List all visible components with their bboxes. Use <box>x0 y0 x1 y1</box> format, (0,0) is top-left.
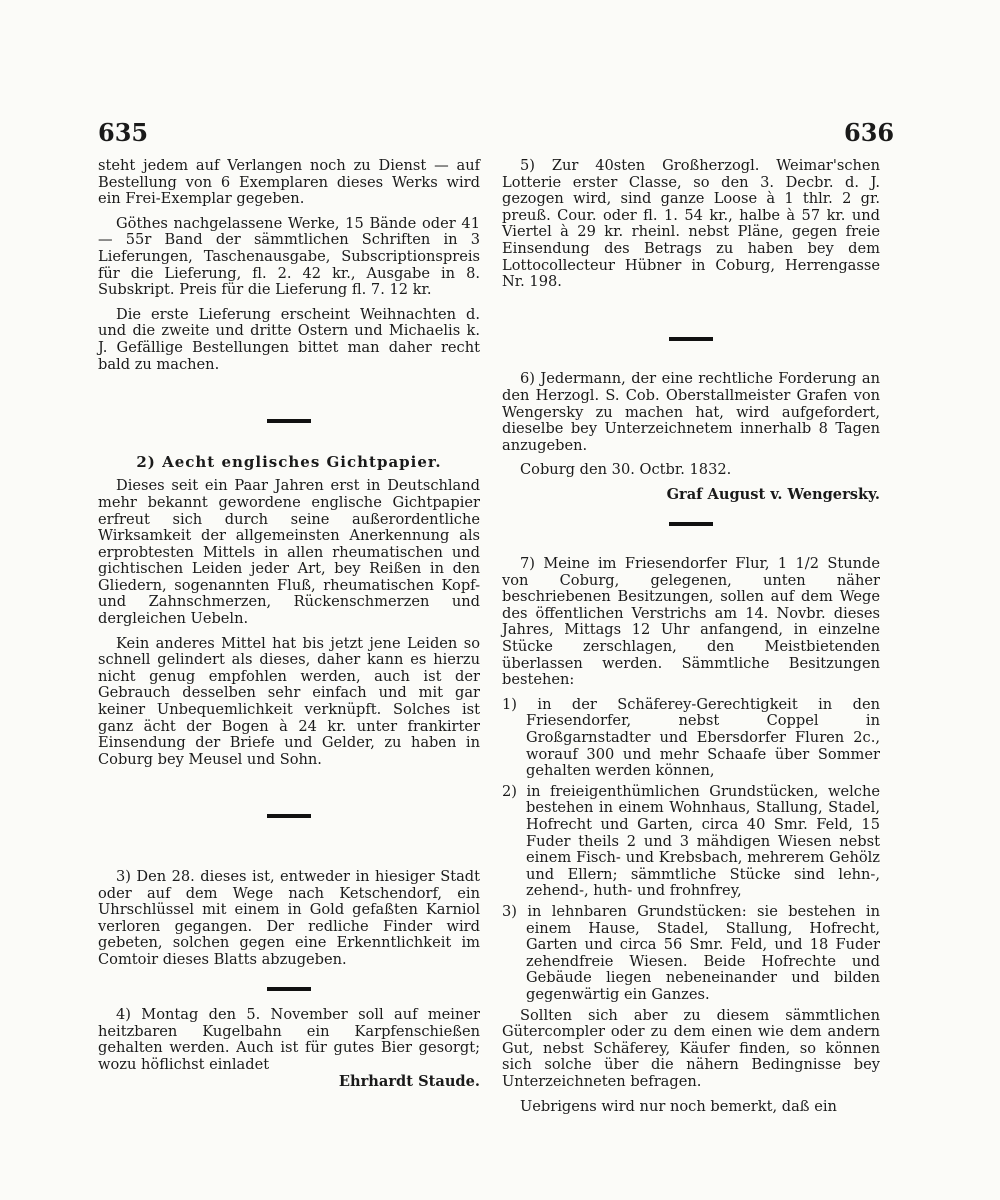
separator-rule <box>98 411 480 428</box>
ad7-paragraph-2: Sollten sich aber zu diesem sämmtlichen Gütercompler oder zu dem einen wie dem andern Gut, nebst Schäferey, Käufer finden, so können sich solche über die nähern Bedingnisse bey Unterzeichneten befragen. <box>502 1006 880 1090</box>
ad7-list-item: 2) in freieigenthümlichen Grundstücken, welche bestehen in einem Wohnhaus, Stallung, Stadel, Hofrecht und Garten, circa 40 Smr. Feld, 15 Fuder theils 2 und 3 mähdigen Wiesen nebst einem Fisch- und Krebsbach, mehrerem Gehölz und Ellern; sämmtliche Stücke sind lehn-, zehend-, huth- und frohnfrey, <box>502 782 880 900</box>
ad7-list-item: 3) in lehnbaren Grundstücken: sie bestehen in einem Hause, Stadel, Stallung, Hofrecht, Garten und circa 56 Smr. Feld, und 18 Fuder zehendfreie Wiesen. Beide Hofrechte und Gebäude liegen nebeneinander und bilden gegenwärtig ein Ganzes. <box>502 902 880 1003</box>
spacer <box>98 440 480 454</box>
intro-paragraph: steht jedem auf Verlangen noch zu Dienst — auf Bestellung von 6 Exemplaren dieses Werks wird ein Frei-Exemplar gegeben. <box>98 157 480 208</box>
delivery-paragraph: Die erste Lieferung erscheint Weihnachten d. und die zweite und dritte Ostern und Michaelis k. J. Gefällige Bestellungen bittet man daher recht bald zu machen. <box>98 305 480 373</box>
ad4-paragraph: 4) Montag den 5. November soll auf meiner heitzbaren Kugelbahn ein Karpfenschießen gehalten werden. Auch ist für gutes Bier gesorgt; wozu höflichst einladet <box>98 1006 480 1073</box>
ad7-list-item: 1) in der Schäferey-Gerechtigkeit in den Friesendorfer, nebst Coppel in Großgarnstadter und Ebersdorfer Fluren 2c., worauf 300 und mehr Schaafe über Sommer gehalten werden können, <box>502 695 880 780</box>
spacer <box>502 357 880 371</box>
spacer <box>98 381 480 401</box>
ad3-paragraph: 3) Den 28. dieses ist, entweder in hiesiger Stadt oder auf dem Wege nach Ketschendorf, ein Uhrschlüssel mit einem in Gold gefaßten Karniol verloren gegangen. Der redliche Finder wird gebeten, solchen gegen eine Erkenntlichkeit im Comtoir dieses Blatts abzugeben. <box>98 868 480 968</box>
spacer <box>502 542 880 556</box>
spacer <box>98 835 480 855</box>
ad2-title: 2) Aecht englisches Gichtpapier. <box>136 452 442 471</box>
separator-rule <box>98 979 480 996</box>
ad6-signature: Graf August v. Wengersky. <box>666 485 880 503</box>
ad2-paragraph-2: Kein anderes Mittel hat bis jetzt jene Leiden so schnell gelindert als dieses, daher kann es hierzu nicht genug empfohlen werden, auch ist der Gebrauch desselben sehr einfach und mit gar keiner Unbequemlichkeit verknüpft. Solches ist ganz ächt der Bogen à 24 kr. unter frankirter Einsendung der Briefe und Gelder, zu haben in Coburg bey Meusel und Sohn. <box>98 634 480 768</box>
page-number-right: 636 <box>844 118 895 147</box>
spacer <box>98 776 480 796</box>
spacer <box>502 299 880 319</box>
separator-rule <box>502 514 880 531</box>
ad6-paragraph: 6) Jedermann, der eine rechtliche Forderung an den Herzogl. S. Cob. Oberstallmeister Grafen von Wengersky zu machen hat, wird aufgefordert, dieselbe bey Unterzeichnetem innerhalb 8 Tagen anzugeben. <box>502 370 880 454</box>
ad5-paragraph: 5) Zur 40sten Großherzogl. Weimar'schen Lotterie erster Classe, so den 3. Decbr. d. J. gezogen wird, sind ganze Loose à 1 thlr. 2 gr. preuß. Cour. oder fl. 1. 54 kr., halbe à 57 kr. und Viertel à 29 kr. rheinl. nebst Pläne, gegen freie Einsendung des Betrags zu haben bey dem Lottocollecteur Hübner in Coburg, Herrengasse Nr. 198. <box>502 157 880 291</box>
ad4-signature: Ehrhardt Staude. <box>338 1072 480 1090</box>
ad7-intro: 7) Meine im Friesendorfer Flur, 1 1/2 Stunde von Coburg, gelegenen, unten näher beschriebenen Besitzungen, sollen auf dem Wege des öffentlichen Verstrichs am 14. Novbr. dieses Jahres, Mittags 12 Uhr anfangend, in einzelne Stücke zerschlagen, den Meistbietenden überlassen werden. Sämmtliche Besitzungen bestehen: <box>502 555 880 689</box>
page-number-left: 635 <box>98 118 149 147</box>
separator-rule <box>98 806 480 823</box>
spacer <box>98 855 480 869</box>
ad6-date: Coburg den 30. Octbr. 1832. <box>520 461 732 479</box>
ad7-paragraph-3: Uebrigens wird nur noch bemerkt, daß ein <box>520 1097 837 1115</box>
left-column <box>98 158 480 1098</box>
ad2-paragraph-1: Dieses seit ein Paar Jahren erst in Deutschland mehr bekannt gewordene englische Gichtpapier erfreut sich durch seine außerordentliche Wirksamkeit der allgemeinsten Anerkennung als erprobtesten Mittels in allen rheumatischen und gichtischen Leiden jeder Art, bey Reißen in den Gliedern, sogenannten Fluß, rheumatischen Kopf- und Zahnschmerzen, Rückenschmerzen und dergleichen Uebeln. <box>98 477 480 628</box>
separator-rule <box>502 329 880 346</box>
right-column <box>502 158 880 1123</box>
goethe-works-paragraph: Göthes nachgelassene Werke, 15 Bände oder 41 — 55r Band der sämmtlichen Schriften in 3 Lieferungen, Taschenausgabe, Subscriptionspreis für die Lieferung, fl. 2. 42 kr., Ausgabe in 8. Subskript. Preis für die Lieferung fl. 7. 12 kr. <box>98 214 480 299</box>
